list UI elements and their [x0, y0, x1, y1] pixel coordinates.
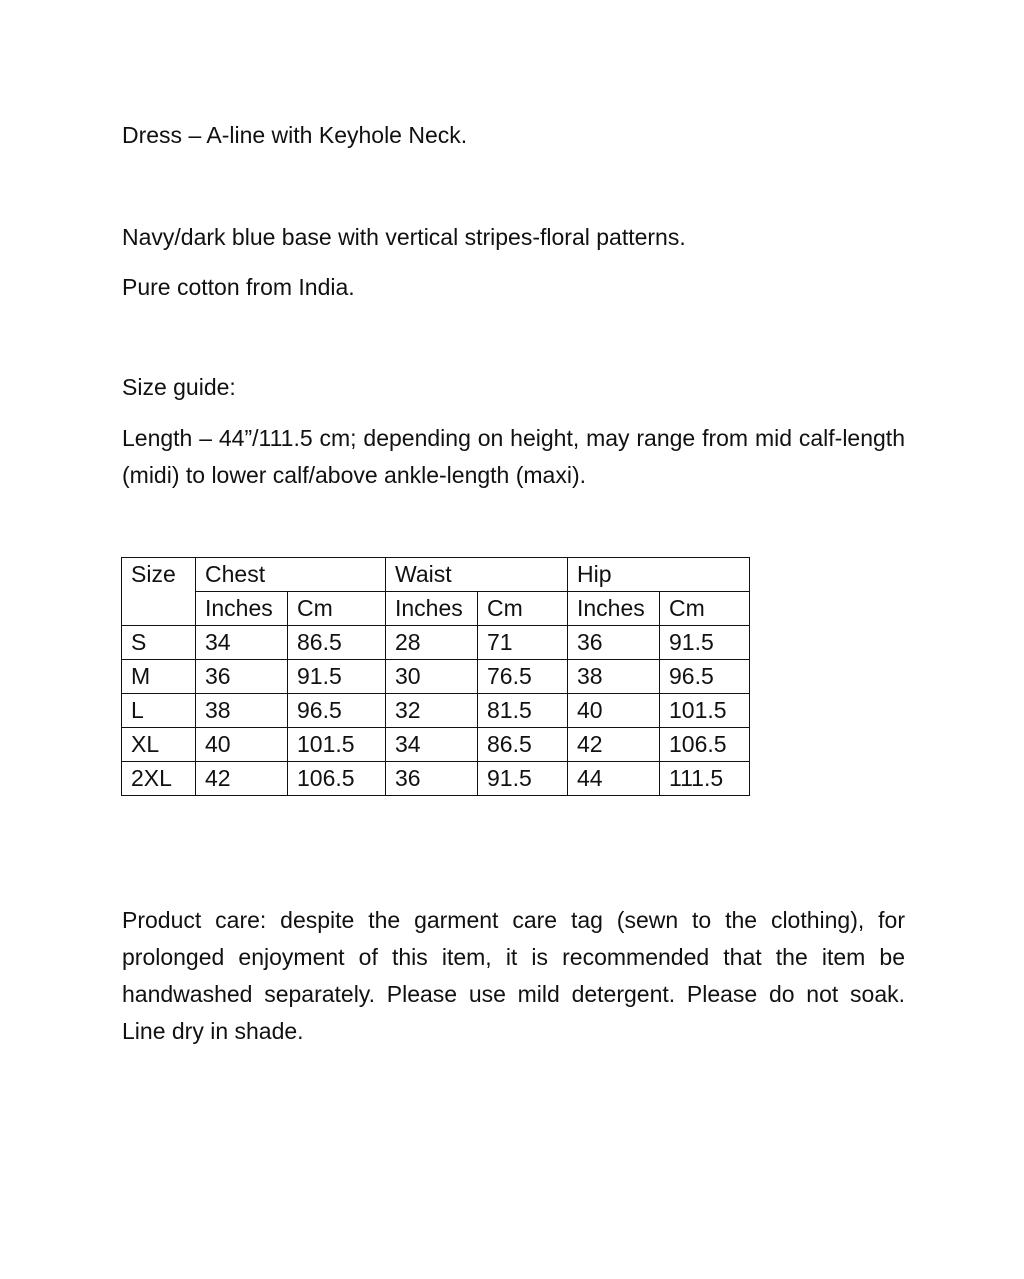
chest-cm-cell: 96.5: [288, 694, 386, 728]
waist-inches-cell: 34: [386, 728, 478, 762]
waist-inches-cell: 28: [386, 626, 478, 660]
waist-cm-cell: 71: [478, 626, 568, 660]
chest-inches-cell: 34: [196, 626, 288, 660]
hip-header: Hip: [568, 558, 750, 592]
waist-cm-cell: 76.5: [478, 660, 568, 694]
material-description: Pure cotton from India.: [122, 274, 355, 300]
product-title: Dress – A-line with Keyhole Neck.: [122, 122, 468, 148]
table-row: [122, 660, 750, 694]
waist-cm-header: Cm: [478, 592, 568, 626]
hip-cm-header: Cm: [660, 592, 750, 626]
table-row: [122, 694, 750, 728]
size-cell: L: [122, 694, 196, 728]
size-table: [121, 557, 750, 796]
size-cell: XL: [122, 728, 196, 762]
size-header: Size: [122, 558, 196, 626]
table-subheader-row: [122, 592, 750, 626]
chest-inches-cell: 38: [196, 694, 288, 728]
chest-inches-cell: 40: [196, 728, 288, 762]
hip-inches-cell: 44: [568, 762, 660, 796]
chest-cm-header: Cm: [288, 592, 386, 626]
chest-inches-cell: 36: [196, 660, 288, 694]
table-row: [122, 762, 750, 796]
chest-inches-cell: 42: [196, 762, 288, 796]
table-row: [122, 626, 750, 660]
hip-inches-header: Inches: [568, 592, 660, 626]
waist-cm-cell: 81.5: [478, 694, 568, 728]
chest-cm-cell: 91.5: [288, 660, 386, 694]
size-cell: M: [122, 660, 196, 694]
size-cell: 2XL: [122, 762, 196, 796]
size-cell: S: [122, 626, 196, 660]
waist-header: Waist: [386, 558, 568, 592]
hip-inches-cell: 38: [568, 660, 660, 694]
table-header-row: [122, 558, 750, 592]
waist-inches-cell: 36: [386, 762, 478, 796]
waist-cm-cell: 86.5: [478, 728, 568, 762]
hip-cm-cell: 91.5: [660, 626, 750, 660]
hip-cm-cell: 96.5: [660, 660, 750, 694]
table-row: [122, 728, 750, 762]
chest-cm-cell: 106.5: [288, 762, 386, 796]
hip-inches-cell: 36: [568, 626, 660, 660]
hip-cm-cell: 111.5: [660, 762, 750, 796]
chest-cm-cell: 86.5: [288, 626, 386, 660]
chest-inches-header: Inches: [196, 592, 288, 626]
product-care-paragraph: Product care: despite the garment care tag (sewn to the clothing), for prolonged enjoyment of this item, it is recommended that the item be handwashed separately. Please use mild detergent. Please do not soak. Line dry in shade.: [122, 907, 905, 1044]
waist-inches-cell: 32: [386, 694, 478, 728]
chest-cm-cell: 101.5: [288, 728, 386, 762]
color-description: Navy/dark blue base with vertical stripes-floral patterns.: [122, 224, 686, 250]
hip-inches-cell: 42: [568, 728, 660, 762]
hip-cm-cell: 106.5: [660, 728, 750, 762]
length-paragraph: Length – 44”/111.5 cm; depending on height, may range from mid calf-length (midi) to lower calf/above ankle-length (maxi).: [122, 425, 905, 488]
waist-inches-header: Inches: [386, 592, 478, 626]
hip-inches-cell: 40: [568, 694, 660, 728]
waist-inches-cell: 30: [386, 660, 478, 694]
hip-cm-cell: 101.5: [660, 694, 750, 728]
size-guide-heading: Size guide:: [122, 374, 236, 400]
waist-cm-cell: 91.5: [478, 762, 568, 796]
chest-header: Chest: [196, 558, 386, 592]
